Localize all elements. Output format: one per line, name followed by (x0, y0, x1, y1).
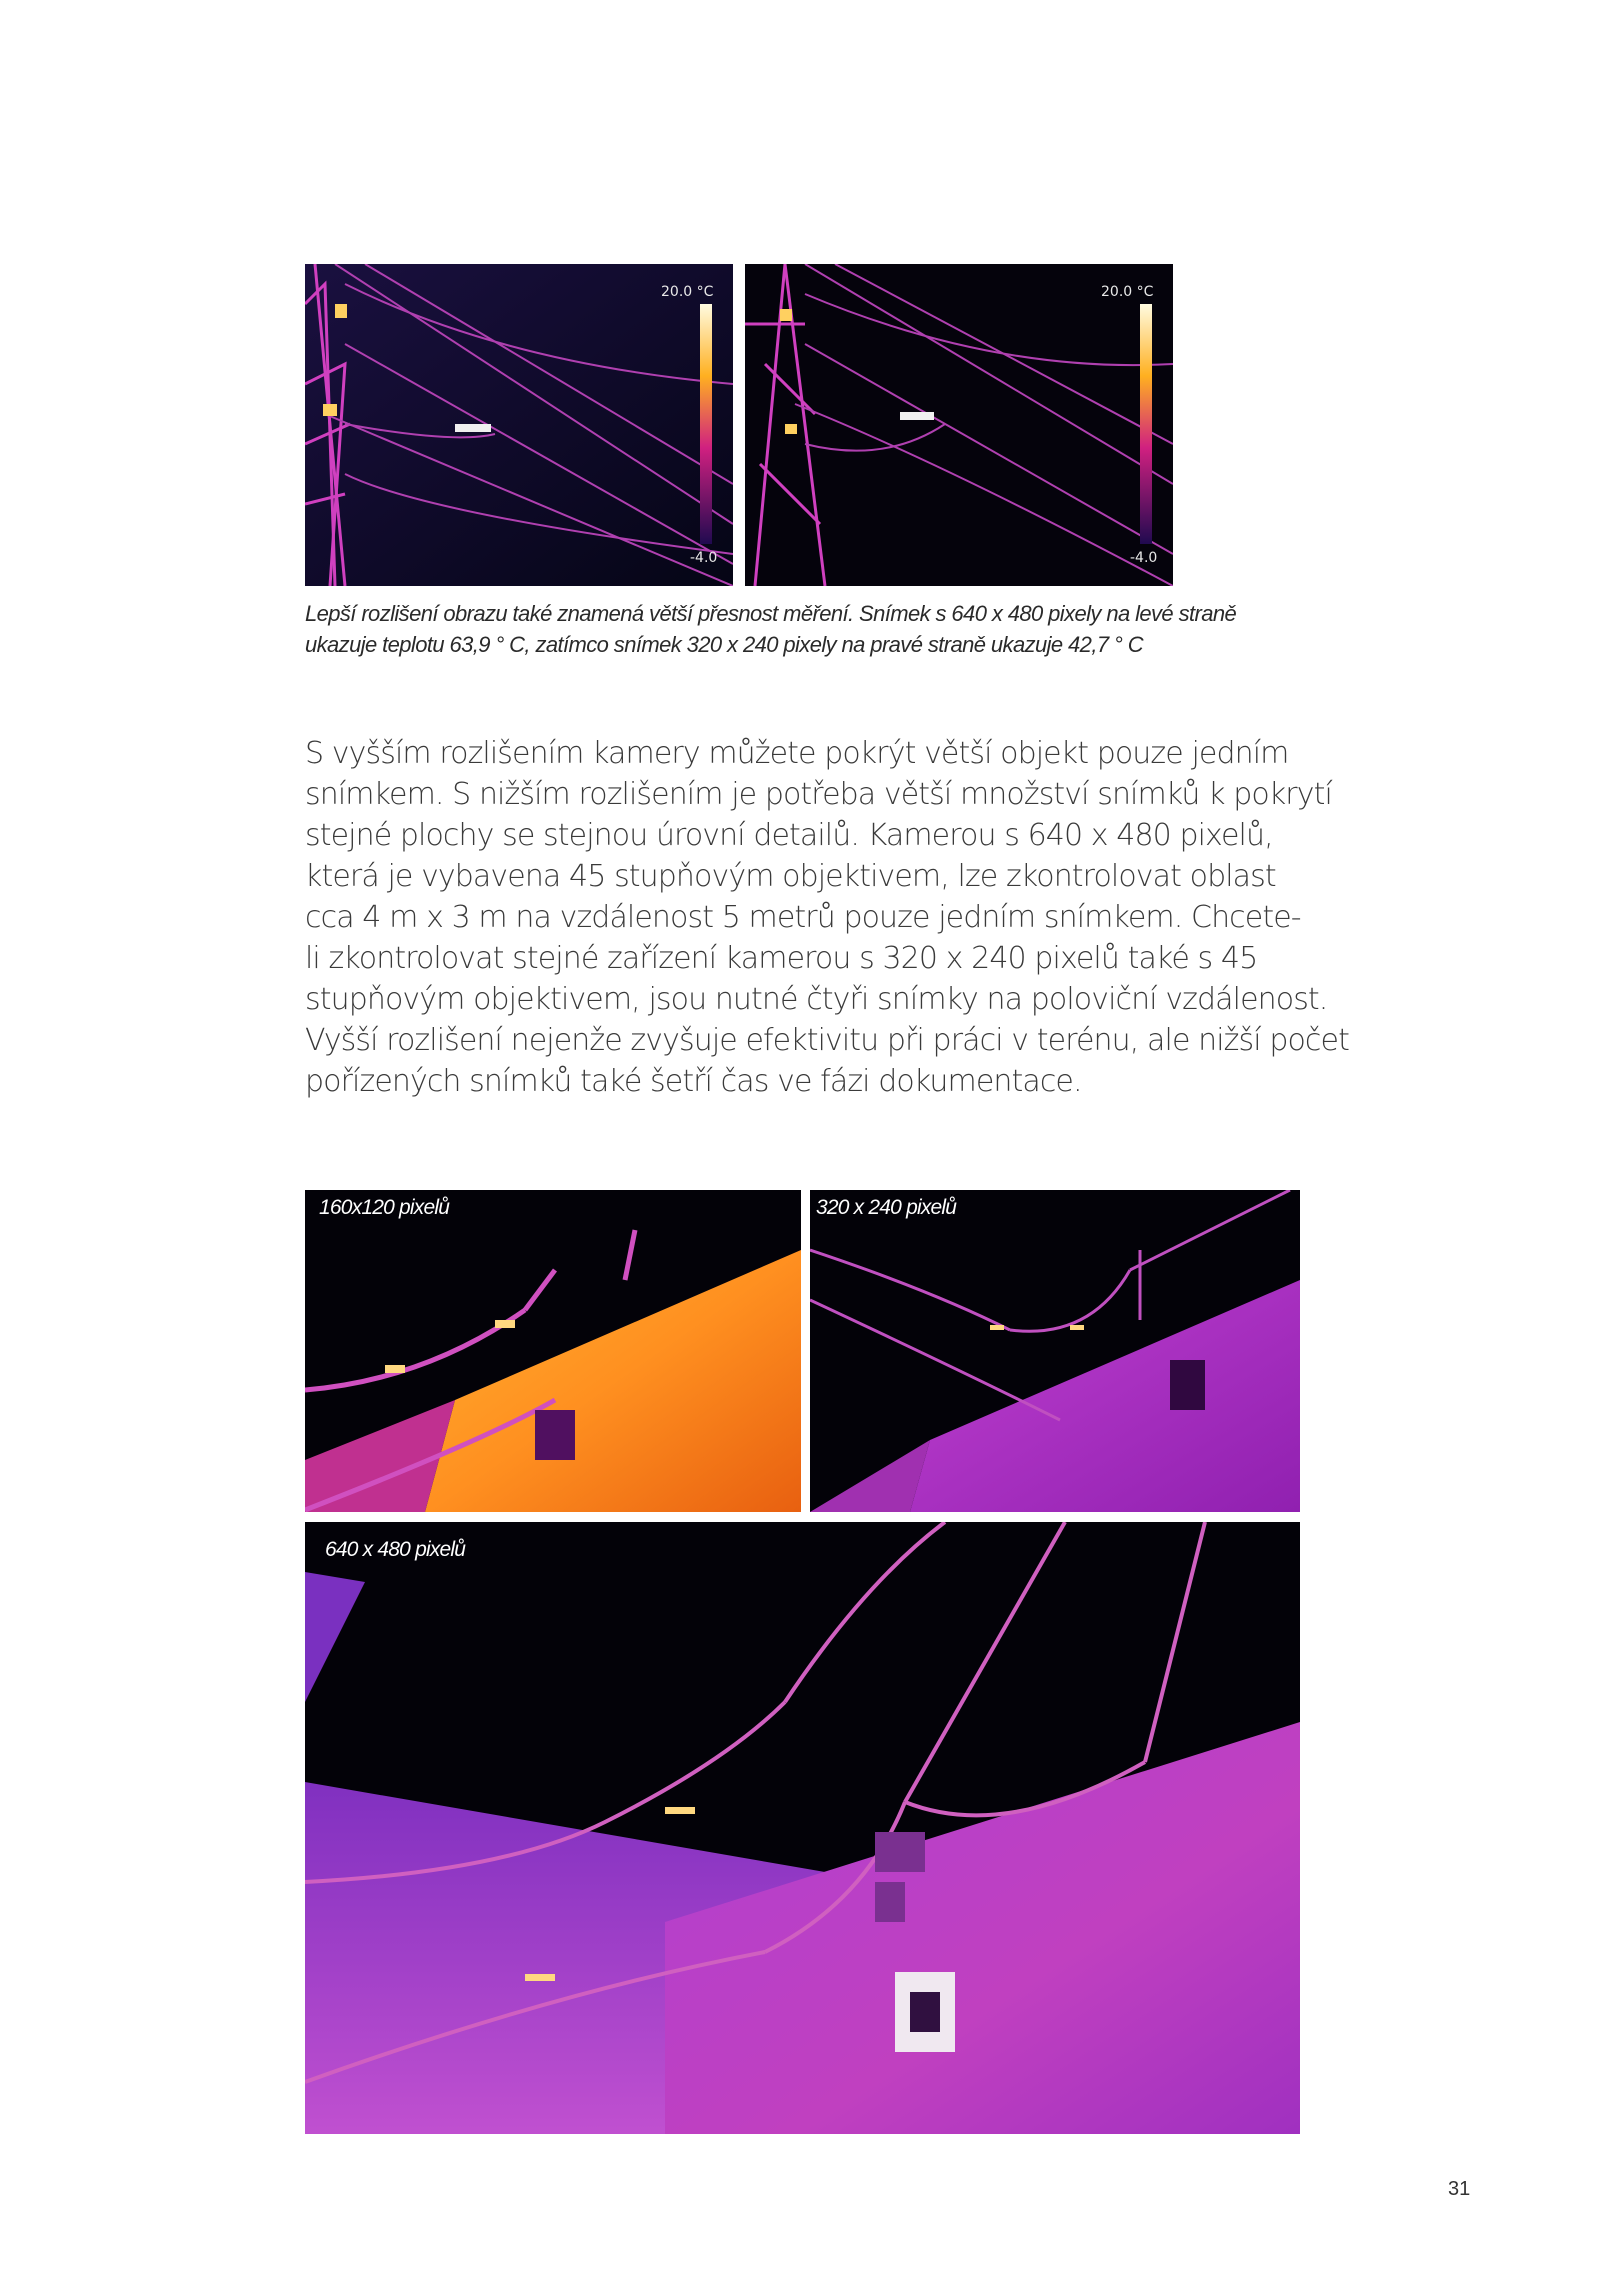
thermal-image-pylon-right (745, 264, 1173, 586)
thermal-image-320x240 (810, 1190, 1300, 1512)
body-line: stejné plochy se stejnou úrovní detailů. Kamerou s 640 x 480 pixelů, (305, 818, 1273, 853)
body-paragraph (305, 733, 1349, 1102)
image-caption (305, 598, 1305, 660)
resolution-label: 320 x 240 pixelů (816, 1196, 957, 1219)
body-line: Vyšší rozlišení nejenže zvyšuje efektivitu při práci v terénu, ale nižší počet (305, 1023, 1349, 1058)
scale-min-label: -4.0 (1130, 550, 1158, 566)
body-line: snímkem. S nižším rozlišením je potřeba větší množství snímků k pokrytí (305, 777, 1332, 812)
body-line: pořízených snímků také šetří čas ve fázi dokumentace. (305, 1064, 1082, 1099)
scale-min-label: -4.0 (690, 550, 718, 566)
body-line: která je vybavena 45 stupňovým objektivem, lze zkontrolovat oblast (305, 859, 1276, 894)
scale-max-label: 20.0 °C (661, 284, 714, 300)
page-number: 31 (1448, 2178, 1471, 2200)
thermal-image-pylon-left (305, 264, 733, 586)
caption-line: Lepší rozlišení obrazu také znamená větší přesnost měření. Snímek s 640 x 480 pixely na levé straně (305, 601, 1237, 626)
body-line: cca 4 m x 3 m na vzdálenost 5 metrů pouze jedním snímkem. Chcete- (305, 900, 1301, 935)
resolution-label: 640 x 480 pixelů (325, 1538, 466, 1561)
body-line: stupňovým objektivem, jsou nutné čtyři snímky na poloviční vzdálenost. (305, 982, 1328, 1017)
resolution-label: 160x120 pixelů (319, 1196, 450, 1219)
caption-line: ukazuje teplotu 63,9 ° C, zatímco snímek 320 x 240 pixely na pravé straně ukazuje 42,7 ° C (305, 632, 1143, 657)
scale-max-label: 20.0 °C (1101, 284, 1154, 300)
body-line: S vyšším rozlišením kamery můžete pokrýt větší objekt pouze jedním (305, 736, 1289, 771)
body-line: li zkontrolovat stejné zařízení kamerou s 320 x 240 pixelů také s 45 (305, 941, 1258, 976)
thermal-image-640x480 (305, 1522, 1300, 2134)
thermal-image-160x120 (305, 1190, 801, 1512)
